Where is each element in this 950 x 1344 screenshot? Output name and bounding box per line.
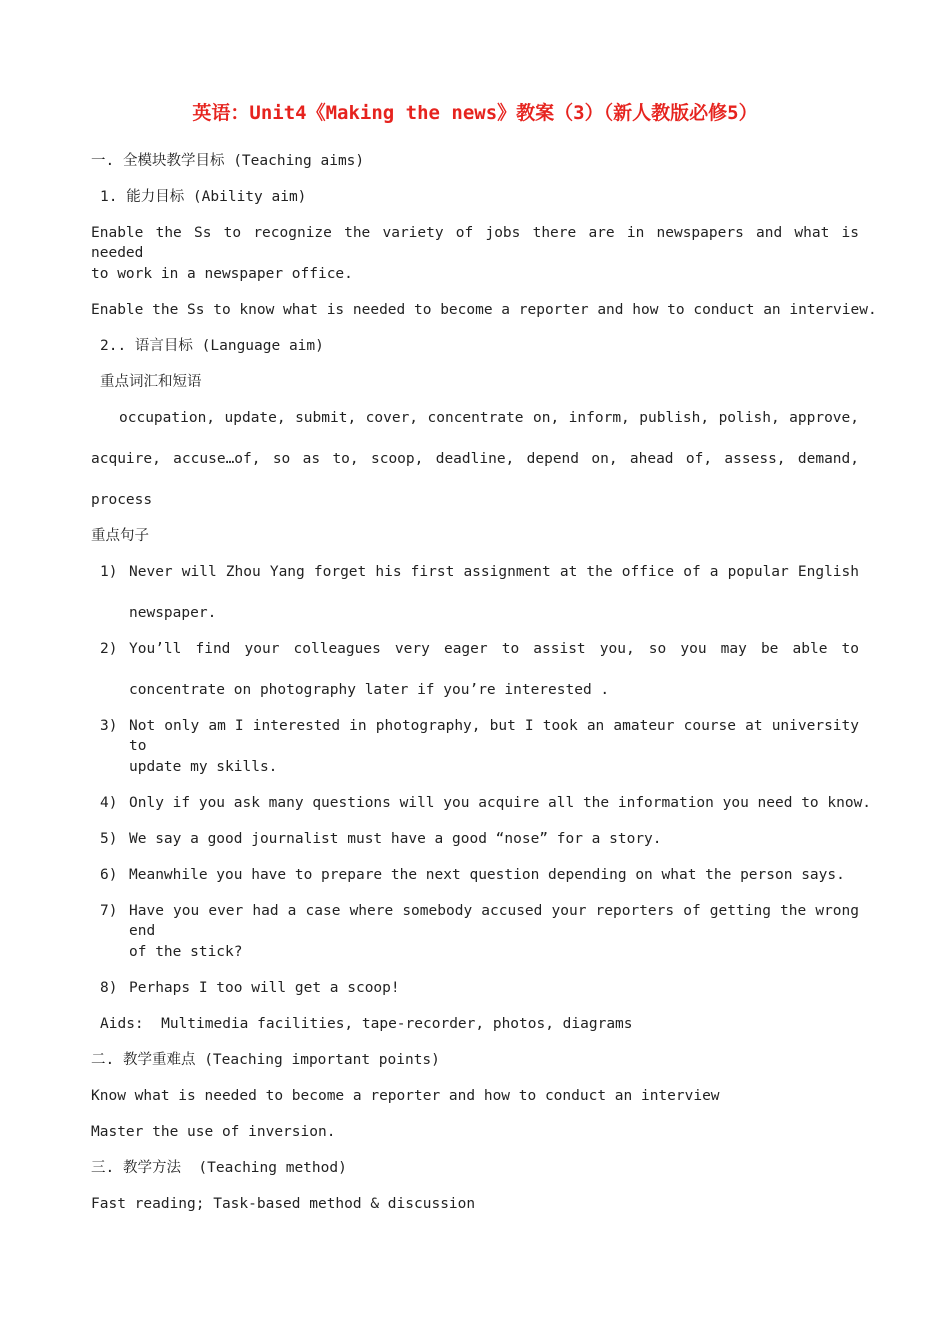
- vocabulary-line: acquire, accuse…of, so as to, scoop, deadline, depend on, ahead of, assess, demand,: [91, 451, 859, 467]
- key-sentences-heading: 重点句子: [91, 528, 149, 544]
- page-title: 英语：Unit4《Making the news》教案（3）（新人教版必修5）: [192, 102, 758, 124]
- sentence-text: We say a good journalist must have a good “nose” for a story.: [129, 831, 662, 847]
- sentence-text: Perhaps I too will get a scoop!: [129, 980, 400, 996]
- important-point-line: Know what is needed to become a reporter and how to conduct an interview: [91, 1088, 720, 1104]
- sentence-text: Have you ever had a case where somebody accused your reporters of getting the wrong end: [129, 903, 859, 939]
- sentence-number: 8): [100, 980, 118, 996]
- sentence-number: 4): [100, 795, 118, 811]
- important-point-line: Master the use of inversion.: [91, 1124, 336, 1140]
- sentence-text: Never will Zhou Yang forget his first assignment at the office of a popular English: [129, 564, 859, 580]
- sentence-text: Not only am I interested in photography, but I took an amateur course at university to: [129, 718, 859, 754]
- vocabulary-line: occupation, update, submit, cover, concentrate on, inform, publish, polish, approve,: [119, 410, 859, 426]
- sentence-text-cont: concentrate on photography later if you’re interested .: [129, 682, 610, 698]
- sentence-text-cont: update my skills.: [129, 759, 278, 775]
- ability-aim-line-cont: to work in a newspaper office.: [91, 266, 353, 282]
- sentence-text: You’ll find your colleagues very eager to assist you, so you may be able to: [129, 641, 859, 657]
- section-3-heading: 三. 教学方法 (Teaching method): [91, 1160, 347, 1176]
- sentence-text: Only if you ask many questions will you acquire all the information you need to know.: [129, 795, 872, 811]
- sentence-number: 1): [100, 564, 118, 580]
- sentence-number: 5): [100, 831, 118, 847]
- ability-aim-line-2: Enable the Ss to know what is needed to become a reporter and how to conduct an interview.: [91, 302, 877, 318]
- aids-line: Aids: Multimedia facilities, tape-recorder, photos, diagrams: [100, 1016, 633, 1032]
- sentence-text-cont: of the stick?: [129, 944, 243, 960]
- ability-aim-heading: 1. 能力目标 (Ability aim): [100, 189, 307, 205]
- sentence-number: 6): [100, 867, 118, 883]
- vocabulary-heading: 重点词汇和短语: [100, 374, 202, 390]
- sentence-text-cont: newspaper.: [129, 605, 217, 621]
- teaching-method-line: Fast reading; Task-based method & discussion: [91, 1196, 476, 1212]
- vocabulary-line: process: [91, 492, 153, 508]
- sentence-text: Meanwhile you have to prepare the next question depending on what the person says.: [129, 867, 845, 883]
- section-1-heading: 一. 全模块教学目标 (Teaching aims): [91, 153, 365, 169]
- language-aim-heading: 2.. 语言目标 (Language aim): [100, 338, 324, 354]
- sentence-number: 3): [100, 718, 118, 734]
- ability-aim-line: Enable the Ss to recognize the variety of jobs there are in newspapers and what is needed: [91, 225, 859, 261]
- section-2-heading: 二. 教学重难点 (Teaching important points): [91, 1052, 440, 1068]
- sentence-number: 7): [100, 903, 118, 919]
- sentence-number: 2): [100, 641, 118, 657]
